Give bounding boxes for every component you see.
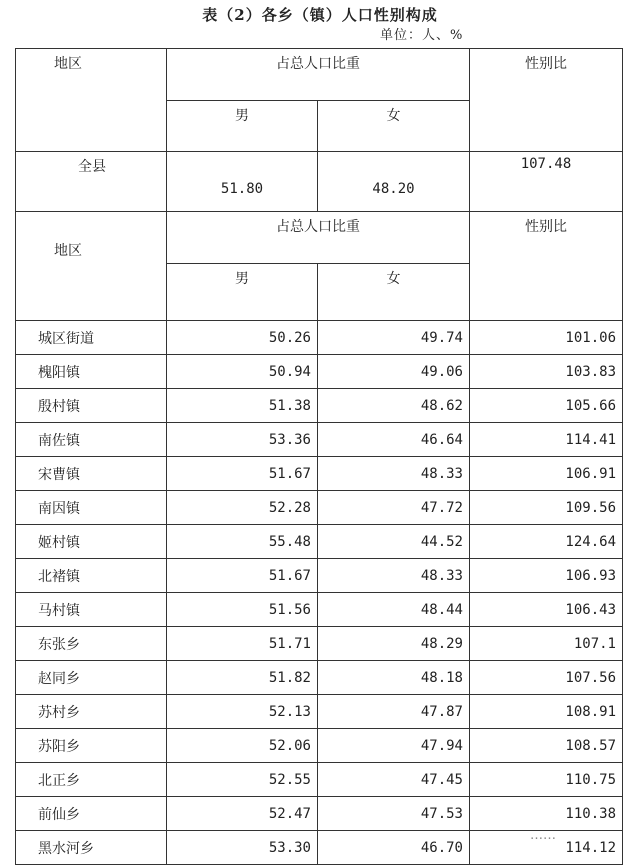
- region-name: 城区街道: [16, 321, 167, 355]
- region-name: 赵同乡: [16, 661, 167, 695]
- watermark: ……: [530, 828, 556, 843]
- male-share: 52.55: [167, 763, 318, 797]
- total-female: 48.20: [318, 152, 470, 212]
- header-female: 女: [318, 101, 470, 152]
- unit-label: 单位：人、%: [380, 28, 464, 43]
- region-name: 宋曹镇: [16, 457, 167, 491]
- female-share: 49.06: [318, 355, 470, 389]
- region-name: 南佐镇: [16, 423, 167, 457]
- sex-ratio: 106.93: [470, 559, 623, 593]
- header-female-repeat: 女: [318, 264, 470, 321]
- female-share: 49.74: [318, 321, 470, 355]
- female-share: 46.70: [318, 831, 470, 865]
- male-share: 52.13: [167, 695, 318, 729]
- female-share: 47.94: [318, 729, 470, 763]
- region-name: 北褚镇: [16, 559, 167, 593]
- sex-ratio: 108.91: [470, 695, 623, 729]
- table-row: [16, 491, 623, 525]
- table-row: [16, 763, 623, 797]
- sex-ratio: 114.12: [470, 831, 623, 865]
- female-share: 47.72: [318, 491, 470, 525]
- table-row: [16, 321, 623, 355]
- region-name: 苏村乡: [16, 695, 167, 729]
- table-row: [16, 729, 623, 763]
- table-row: [16, 457, 623, 491]
- sex-ratio: 114.41: [470, 423, 623, 457]
- header-ratio: 性别比: [470, 49, 623, 152]
- table-row: [16, 695, 623, 729]
- male-share: 55.48: [167, 525, 318, 559]
- total-ratio: 107.48: [470, 152, 623, 212]
- male-share: 52.28: [167, 491, 318, 525]
- male-share: 51.67: [167, 457, 318, 491]
- female-share: 48.18: [318, 661, 470, 695]
- region-name: 北正乡: [16, 763, 167, 797]
- header-ratio-repeat: 性别比: [470, 212, 623, 321]
- region-name: 殷村镇: [16, 389, 167, 423]
- sex-ratio: 124.64: [470, 525, 623, 559]
- sex-ratio: 101.06: [470, 321, 623, 355]
- table-row: [16, 389, 623, 423]
- region-name: 东张乡: [16, 627, 167, 661]
- male-share: 50.94: [167, 355, 318, 389]
- sex-ratio: 103.83: [470, 355, 623, 389]
- male-share: 53.36: [167, 423, 318, 457]
- table-row: [16, 559, 623, 593]
- sex-ratio: 106.91: [470, 457, 623, 491]
- table-row: [16, 525, 623, 559]
- region-name: 前仙乡: [16, 797, 167, 831]
- male-share: 52.06: [167, 729, 318, 763]
- sex-ratio: 106.43: [470, 593, 623, 627]
- header-male-repeat: 男: [167, 264, 318, 321]
- sex-ratio: 108.57: [470, 729, 623, 763]
- total-male: 51.80: [167, 152, 318, 212]
- sex-ratio: 110.38: [470, 797, 623, 831]
- male-share: 51.38: [167, 389, 318, 423]
- header-male: 男: [167, 101, 318, 152]
- sex-ratio: 105.66: [470, 389, 623, 423]
- male-share: 51.56: [167, 593, 318, 627]
- male-share: 52.47: [167, 797, 318, 831]
- table-row: [16, 423, 623, 457]
- table-title: 表（2）各乡（镇）人口性别构成: [202, 6, 438, 24]
- female-share: 48.33: [318, 559, 470, 593]
- header-region-repeat: 地区: [16, 212, 167, 321]
- male-share: 50.26: [167, 321, 318, 355]
- sex-ratio: 107.56: [470, 661, 623, 695]
- population-sex-table: [15, 48, 623, 865]
- region-name: 苏阳乡: [16, 729, 167, 763]
- header-share: 占总人口比重: [167, 49, 470, 101]
- female-share: 47.45: [318, 763, 470, 797]
- female-share: 44.52: [318, 525, 470, 559]
- male-share: 51.67: [167, 559, 318, 593]
- sex-ratio: 109.56: [470, 491, 623, 525]
- region-name: 马村镇: [16, 593, 167, 627]
- female-share: 48.33: [318, 457, 470, 491]
- sex-ratio: 107.1: [470, 627, 623, 661]
- female-share: 47.87: [318, 695, 470, 729]
- region-name: 黑水河乡: [16, 831, 167, 865]
- female-share: 46.64: [318, 423, 470, 457]
- table-row: [16, 355, 623, 389]
- total-name: 全县: [16, 152, 167, 212]
- male-share: 51.82: [167, 661, 318, 695]
- female-share: 48.44: [318, 593, 470, 627]
- female-share: 47.53: [318, 797, 470, 831]
- female-share: 48.29: [318, 627, 470, 661]
- female-share: 48.62: [318, 389, 470, 423]
- male-share: 51.71: [167, 627, 318, 661]
- table-row: [16, 661, 623, 695]
- header-region: 地区: [16, 49, 167, 152]
- table-row: [16, 797, 623, 831]
- region-name: 姬村镇: [16, 525, 167, 559]
- region-name: 南因镇: [16, 491, 167, 525]
- table-row: [16, 627, 623, 661]
- male-share: 53.30: [167, 831, 318, 865]
- header-share-repeat: 占总人口比重: [167, 212, 470, 264]
- table-row: [16, 593, 623, 627]
- region-name: 槐阳镇: [16, 355, 167, 389]
- sex-ratio: 110.75: [470, 763, 623, 797]
